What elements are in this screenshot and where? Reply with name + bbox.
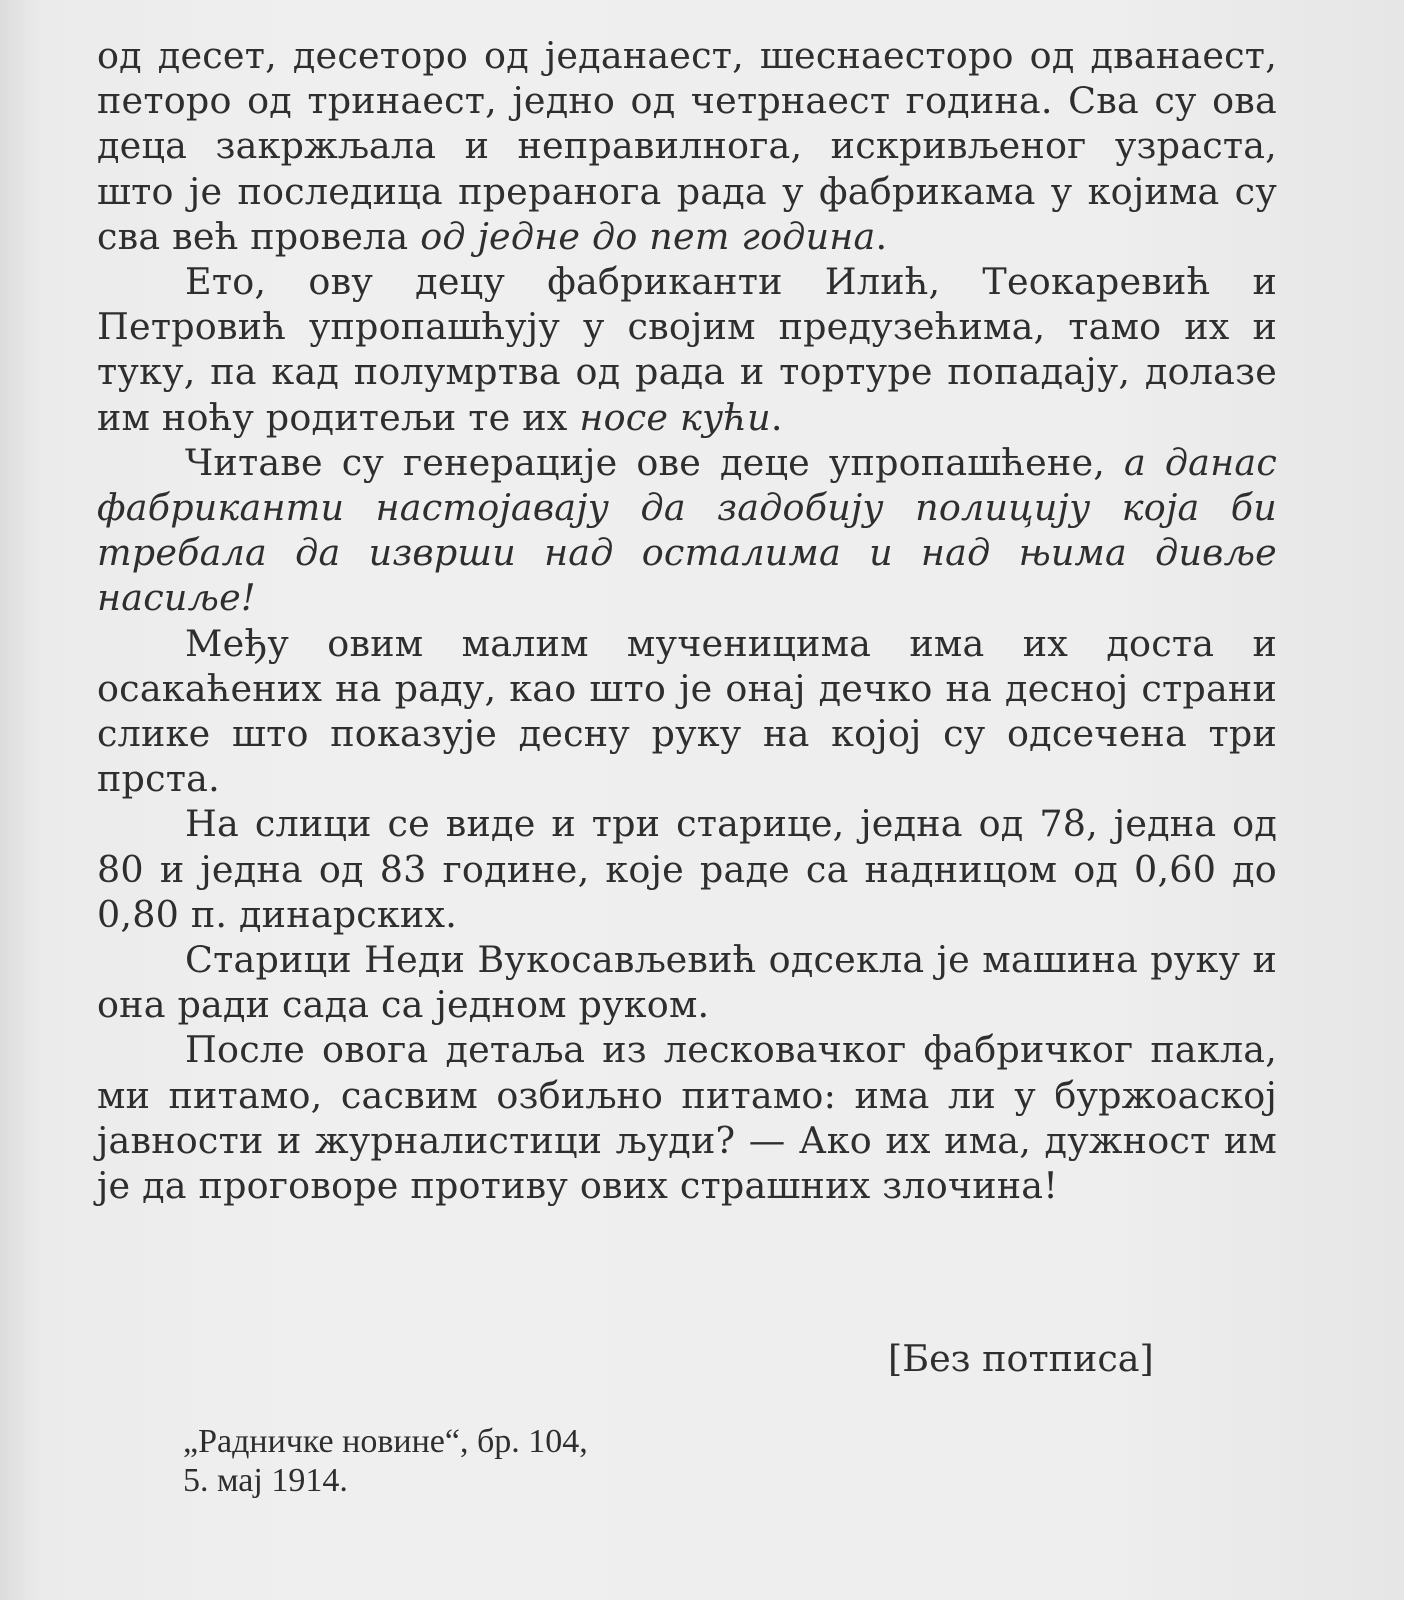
text-run: Читаве су генерације ове деце упропашћене, <box>185 440 1124 484</box>
text-run: Међу овим малим мученицима има их доста и осакаћених на раду, као што је онај дечко на десној страни слике што показује десну руку на којој су одсечена три прста. <box>97 621 1277 801</box>
source-line-date: 5. мај 1914. <box>183 1462 348 1499</box>
text-run: Ето, ову децу фабриканти Илић, Теокаревић и Петровић упропашћују у својим предузећима, тамо их и туку, па кад полумртва од рада и тортуре попадају, долазе им ноћу родитељи те их <box>97 260 1277 439</box>
paragraph <box>97 937 1277 1027</box>
paragraph <box>97 33 1277 259</box>
paragraph <box>97 621 1277 802</box>
text-run: После овога детаља из лесковачког фабричког пакла, ми питамо, сасвим озбиљно питамо: има ли у буржоаској јавности и журналистици људи? — Ако их има, дужност им је да проговоре противу ових страшних злочина! <box>97 1028 1277 1208</box>
source-line-publication: „Радничке новине“, бр. 104, <box>183 1423 588 1460</box>
text-run: На слици се виде и три старице, једна од 78, једна од 80 и једна од 83 године, које раде са надницом од 0,60 до 0,80 п. динарских. <box>97 802 1277 936</box>
text-run: . <box>770 395 783 439</box>
source-citation <box>183 1422 588 1500</box>
text-run: . <box>875 214 888 258</box>
text-run: од десет, десеторо од једанаест, шеснаесторо од дванаест, петоро од тринаест, једно од четрнаест година. Сва су ова деца закржљала и неправилнога, искривљеног узраста, што је последица преранога рада у фабрикама у којима су сва већ провела <box>97 34 1277 258</box>
text-run: Старици Неди Вукосављевић одсекла је машина руку и она ради сада са једном руком. <box>97 938 1277 1027</box>
italic-text: од једне до пет година <box>420 214 876 258</box>
italic-text: а данас фабриканти настојавају да задобију полицију која би требала да изврши над осталима и над њима дивље насиље! <box>97 440 1277 620</box>
signature: [Без потписа] <box>888 1337 1154 1380</box>
paragraph <box>97 1027 1277 1208</box>
paragraph <box>97 440 1277 621</box>
paragraph <box>97 801 1277 937</box>
article-body <box>97 33 1277 1208</box>
paragraph <box>97 259 1277 440</box>
italic-text: носе кући <box>579 395 771 439</box>
